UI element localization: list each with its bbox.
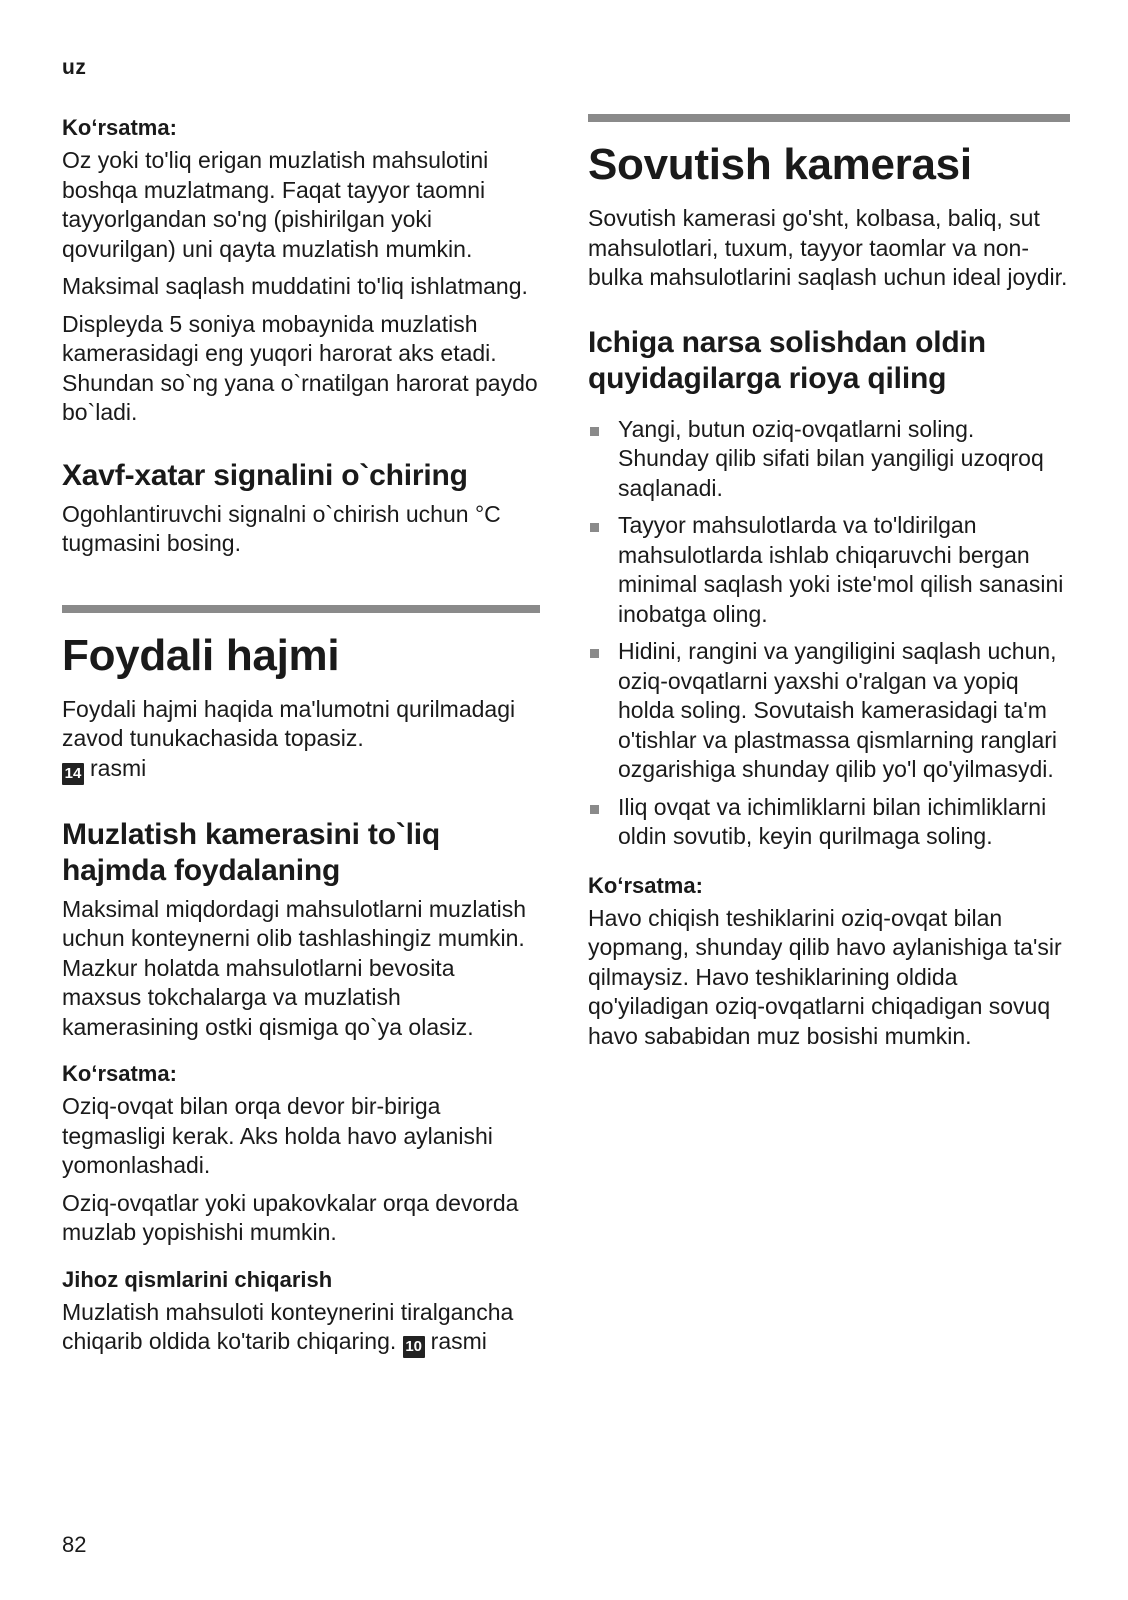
note-heading: Ko‘rsatma: (62, 115, 177, 140)
subsection-title: Ichiga narsa solishdan oldin quyidagilarga rioya qiling (588, 325, 986, 395)
bullet-square-icon (590, 649, 599, 658)
note-heading: Ko‘rsatma: (588, 872, 703, 898)
bullet-square-icon (590, 523, 599, 532)
list-item (588, 415, 1070, 504)
bullet-square-icon (590, 427, 599, 436)
section-divider (62, 605, 540, 613)
list-item-text: Tayyor mahsulotlarda va to'ldirilgan mahsulotlarda ishlab chiqaruvchi bergan minimal saqlash yoki iste'mol qilish sanasini inobatga oling. (618, 512, 1064, 627)
body-paragraph: Oziq-ovqat bilan orqa devor bir-biriga tegmasligi kerak. Aks holda havo aylanishi yomonlashadi. (62, 1093, 493, 1178)
right-column (588, 114, 1070, 1051)
body-paragraph: Havo chiqish teshiklarini oziq-ovqat bilan yopmang, shunday qilib havo aylanishiga ta'sir qilmaysiz. Havo teshiklarining oldida qo'yiladigan oziq-ovqatlarni chiqadigan sovuq havo sababidan muz bosishi mumkin. (588, 904, 1062, 1049)
list-item-text: Iliq ovqat va ichimliklarni bilan ichimliklarni oldin sovutib, keyin qurilmaga soling. (618, 793, 1047, 849)
body-paragraph: Displeyda 5 soniya mobaynida muzlatish kamerasidagi eng yuqori harorat aks etadi. Shundan so`ng yana o`rnatilgan harorat paydo bo`ladi. (62, 310, 538, 425)
body-paragraph: Maksimal saqlash muddatini to'liq ishlatmang. (62, 273, 528, 299)
figure-reference: rasmi (90, 754, 147, 781)
body-paragraph: Foydali hajmi haqida ma'lumotni qurilmadagi zavod tunukachasida topasiz. (62, 695, 516, 751)
figure-number-badge: 10 (403, 1336, 425, 1358)
list-item-text: Yangi, butun oziq-ovqatlarni soling. Shunday qilib sifati bilan yangiligi uzoqroq saqlanadi. (618, 415, 1044, 501)
language-code: uz (62, 56, 87, 79)
body-paragraph: Oziq-ovqatlar yoki upakovkalar orqa devorda muzlab yopishishi mumkin. (62, 1189, 519, 1245)
note-heading: Ko‘rsatma: (62, 1061, 177, 1086)
list-item-text: Hidini, rangini va yangiligini saqlash uchun, oziq-ovqatlarni yaxshi o'ralgan va yopiq holda soling. Sovutaish kamerasidagi ta'm o'tishlar va plastmassa qismlarning ranglari ozgarishiga shunday qilib yo'l qo'yilmasydi. (618, 638, 1058, 782)
note-heading: Jihoz qismlarini chiqarish (62, 1266, 333, 1292)
body-paragraph: Muzlatish mahsuloti konteynerini tiralgancha chiqarib oldida ko'tarib chiqaring. 10 rasmi (62, 1298, 540, 1359)
body-paragraph: Ogohlantiruvchi signalni o`chirish uchun °C tugmasini bosing. (62, 500, 501, 556)
left-column (62, 114, 540, 1358)
section-divider (588, 114, 1070, 122)
page-number: 82 (62, 1532, 87, 1557)
list-item (588, 793, 1070, 852)
figure-reference: rasmi (430, 1328, 487, 1354)
bullet-square-icon (590, 805, 599, 814)
list-item (588, 637, 1070, 785)
list-item (588, 511, 1070, 629)
figure-number-badge: 14 (62, 763, 84, 785)
body-paragraph: Oz yoki to'liq erigan muzlatish mahsulotini boshqa muzlatmang. Faqat tayyor taomni tayyorlgandan so'ng (pishirilgan yoki qovurilgan) uni qayta muzlatish mumkin. (62, 147, 489, 262)
bullet-list (588, 415, 1070, 852)
figure-reference-line (62, 754, 540, 785)
section-title: Sovutish kamerasi (588, 140, 972, 189)
section-title: Foydali hajmi (62, 630, 340, 680)
body-paragraph: Maksimal miqdordagi mahsulotlarni muzlatish uchun konteynerni olib tashlashingiz mumkin. Mazkur holatda mahsulotlarni bevosita maxsus tokchalarga va muzlatish kamerasining ostki qismiga qo`ya olasiz. (62, 895, 527, 1040)
body-paragraph: Sovutish kamerasi go'sht, kolbasa, baliq, sut mahsulotlari, tuxum, tayyor taomlar va non-bulka mahsulotlarini saqlash uchun ideal joydir. (588, 205, 1068, 290)
subsection-title: Xavf-xatar signalini o`chiring (62, 458, 468, 492)
subsection-title: Muzlatish kamerasini to`liq hajmda foydalaning (62, 817, 441, 887)
